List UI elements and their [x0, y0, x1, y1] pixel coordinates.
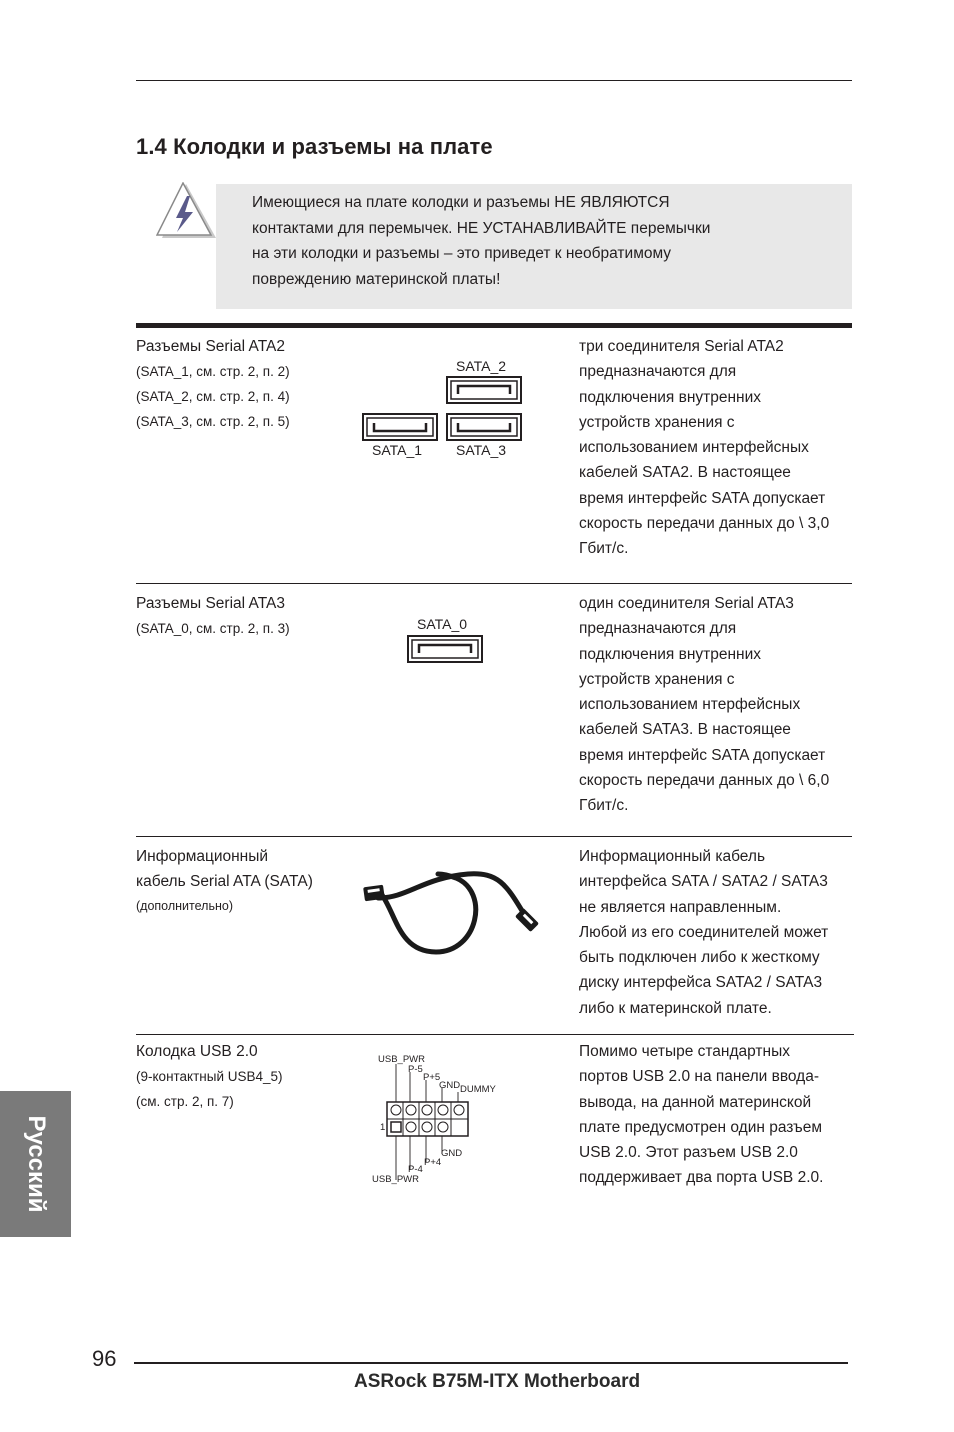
desc-line: время интерфейс SATA допускает	[579, 489, 826, 507]
section-title: 1.4 Колодки и разъемы на плате	[136, 134, 493, 159]
pin-label: P+5	[423, 1072, 441, 1083]
row-divider	[136, 583, 852, 584]
language-side-tab	[0, 1091, 71, 1237]
pin-label: P+4	[424, 1157, 442, 1168]
desc-line: портов USB 2.0 на панели ввода-	[579, 1068, 819, 1086]
desc-line: скорость передачи данных до \ 6,0	[579, 772, 830, 790]
usb-sub: (9-контактный USB4_5)	[136, 1069, 283, 1084]
sata2-label-block	[136, 334, 290, 434]
desc-line: Гбит/с.	[579, 540, 629, 558]
desc-line: либо к материнской плате.	[579, 999, 772, 1017]
usb-header-pinout-icon	[370, 1050, 500, 1190]
desc-line: плате предусмотрен один разъем	[579, 1118, 823, 1136]
footer-rule	[134, 1362, 848, 1364]
sata2-sub: (SATA_2, см. стр. 2, п. 4)	[136, 389, 290, 404]
sata3-sub: (SATA_0, см. стр. 2, п. 3)	[136, 621, 290, 636]
desc-line: Помимо четыре стандартных	[579, 1043, 790, 1060]
sata-port-icon	[362, 413, 438, 441]
desc-line: Любой из его соединителей может	[579, 923, 829, 941]
pin-label: USB_PWR	[378, 1054, 425, 1065]
desc-line: устройств хранения с	[579, 413, 735, 431]
desc-line: вывода, на данной материнской	[579, 1093, 812, 1111]
cable-sub: (дополнительно)	[136, 899, 233, 913]
desc-line: не является направленным.	[579, 898, 782, 916]
desc-line: поддерживает два порта USB 2.0.	[579, 1169, 824, 1187]
note-line: повреждению материнской платы!	[252, 270, 501, 288]
sata2-sub: (SATA_1, см. стр. 2, п. 2)	[136, 364, 290, 379]
desc-line: кабелей SATA3. В настоящее	[579, 721, 791, 739]
sata-port-icon	[407, 635, 483, 663]
sata-port-icon	[446, 413, 522, 441]
warning-icon	[156, 182, 218, 240]
row-divider	[136, 836, 852, 837]
desc-line: подключения внутренних	[579, 388, 762, 406]
note-line: контактами для перемычек. НЕ УСТАНАВЛИВАЙТЕ перемычки	[252, 219, 711, 237]
pin-label: GND	[441, 1148, 463, 1159]
desc-line: устройств хранения с	[579, 670, 735, 688]
desc-line: интерфейса SATA / SATA2 / SATA3	[579, 873, 828, 891]
pin-label: P-4	[408, 1164, 423, 1175]
desc-line: время интерфейс SATA допускает	[579, 746, 826, 764]
note-text	[252, 190, 842, 292]
desc-line: один соединителя Serial ATA3	[579, 595, 794, 612]
desc-line: использованием нтерфейсных	[579, 696, 801, 714]
pin-label: GND	[439, 1080, 461, 1091]
pin-label: USB_PWR	[372, 1174, 419, 1185]
desc-line: кабелей SATA2. В настоящее	[579, 464, 791, 482]
usb-description	[579, 1039, 854, 1191]
desc-line: USB 2.0. Этот разъем USB 2.0	[579, 1144, 798, 1162]
desc-line: Гбит/с.	[579, 797, 629, 815]
cable-description	[579, 844, 854, 1021]
sata0-connector-label: SATA_0	[417, 616, 468, 632]
page-number: 96	[92, 1346, 117, 1371]
usb-label-block	[136, 1039, 283, 1114]
sata-port-icon	[446, 376, 522, 404]
row-divider	[136, 1034, 854, 1035]
note-line: на эти колодки и разъемы – это приведет к необратимому	[252, 245, 672, 262]
desc-line: Информационный кабель	[579, 848, 766, 865]
desc-line: быть подключен либо к жесткому	[579, 949, 820, 967]
desc-line: диску интерфейса SATA2 / SATA3	[579, 974, 823, 992]
pin-label: P-5	[408, 1064, 423, 1075]
sata-cable-icon	[358, 862, 548, 958]
sata3-label-block	[136, 591, 290, 641]
desc-line: скорость передачи данных до \ 3,0	[579, 515, 830, 533]
sata2-sub: (SATA_3, см. стр. 2, п. 5)	[136, 414, 290, 429]
usb-sub: (см. стр. 2, п. 7)	[136, 1094, 234, 1109]
sata2-title: Разъемы Serial ATA2	[136, 338, 285, 355]
pin-label: DUMMY	[460, 1084, 496, 1095]
footer-title: ASRock B75M-ITX Motherboard	[354, 1371, 641, 1392]
header-rule	[136, 80, 852, 81]
cable-title: кабель Serial ATA (SATA)	[136, 873, 313, 890]
sata3-title: Разъемы Serial ATA3	[136, 595, 285, 612]
pin-1-label: 1	[380, 1122, 386, 1133]
sata2-description	[579, 334, 854, 562]
cable-label-block	[136, 844, 313, 919]
language-tab-label: Русский	[22, 1115, 50, 1213]
table-top-rule	[136, 323, 852, 328]
sata3-description	[579, 591, 854, 819]
desc-line: предназначаются для	[579, 363, 737, 381]
sata3-connector-label: SATA_3	[456, 442, 507, 458]
desc-line: предназначаются для	[579, 620, 737, 638]
desc-line: использованием интерфейсных	[579, 439, 809, 457]
sata1-connector-label: SATA_1	[372, 442, 423, 458]
note-line: Имеющиеся на плате колодки и разъемы НЕ ЯВЛЯЮТСЯ	[252, 194, 670, 211]
desc-line: подключения внутренних	[579, 645, 762, 663]
usb-title: Колодка USB 2.0	[136, 1043, 258, 1060]
desc-line: три соединителя Serial ATA2	[579, 338, 784, 355]
sata2-connector-label: SATA_2	[456, 358, 507, 374]
cable-title: Информационный	[136, 848, 269, 865]
